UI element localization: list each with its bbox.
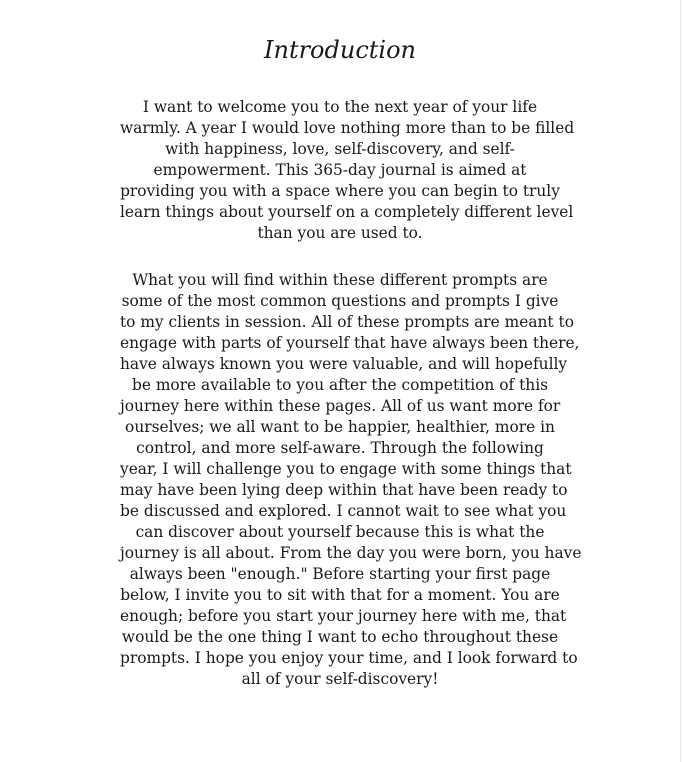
text-line: ourselves; we all want to be happier, healthier, more in xyxy=(125,418,555,436)
text-line: have always known you were valuable, and will hopefully xyxy=(120,355,568,373)
text-line: would be the one thing I want to echo throughout these xyxy=(121,628,559,646)
text-line: be discussed and explored. I cannot wait to see what you xyxy=(120,502,567,520)
text-line: control, and more self-aware. Through the following xyxy=(136,439,544,457)
text-line: than you are used to. xyxy=(257,224,423,242)
text-line: always been "enough." Before starting your first page xyxy=(129,565,551,583)
text-line: journey is all about. From the day you were born, you have xyxy=(120,544,582,562)
text-line: be more available to you after the competition of this xyxy=(131,376,549,394)
text-line: journey here within these pages. All of us want more for xyxy=(120,397,561,415)
page-title: Introduction xyxy=(264,36,416,64)
text-line: learn things about yourself on a completely different level xyxy=(120,203,574,221)
text-line: all of your self-discovery! xyxy=(241,670,439,688)
intro-paragraph-2 xyxy=(120,270,582,690)
text-line: below, I invite you to sit with that for a moment. You are xyxy=(120,586,560,604)
text-line: can discover about yourself because this is what the xyxy=(135,523,545,541)
text-line: prompts. I hope you enjoy your time, and I look forward to xyxy=(120,649,578,667)
text-line: I want to welcome you to the next year of your life xyxy=(142,98,538,116)
text-line: year, I will challenge you to engage with some things that xyxy=(120,460,572,478)
text-line: warmly. A year I would love nothing more than to be filled xyxy=(120,119,575,137)
text-line: providing you with a space where you can begin to truly xyxy=(120,182,560,200)
text-line: some of the most common questions and prompts I give xyxy=(121,292,559,310)
text-line: may have been lying deep within that have been ready to xyxy=(120,481,568,499)
text-line: engage with parts of yourself that have always been there, xyxy=(120,334,580,352)
text-line: empowerment. This 365-day journal is aimed at xyxy=(153,161,527,179)
intro-paragraph-1 xyxy=(120,97,575,244)
text-line: enough; before you start your journey here with me, that xyxy=(120,607,567,625)
text-line: with happiness, love, self-discovery, and self- xyxy=(165,140,515,158)
text-line: What you will find within these different prompts are xyxy=(132,271,548,289)
text-line: to my clients in session. All of these prompts are meant to xyxy=(120,313,574,331)
